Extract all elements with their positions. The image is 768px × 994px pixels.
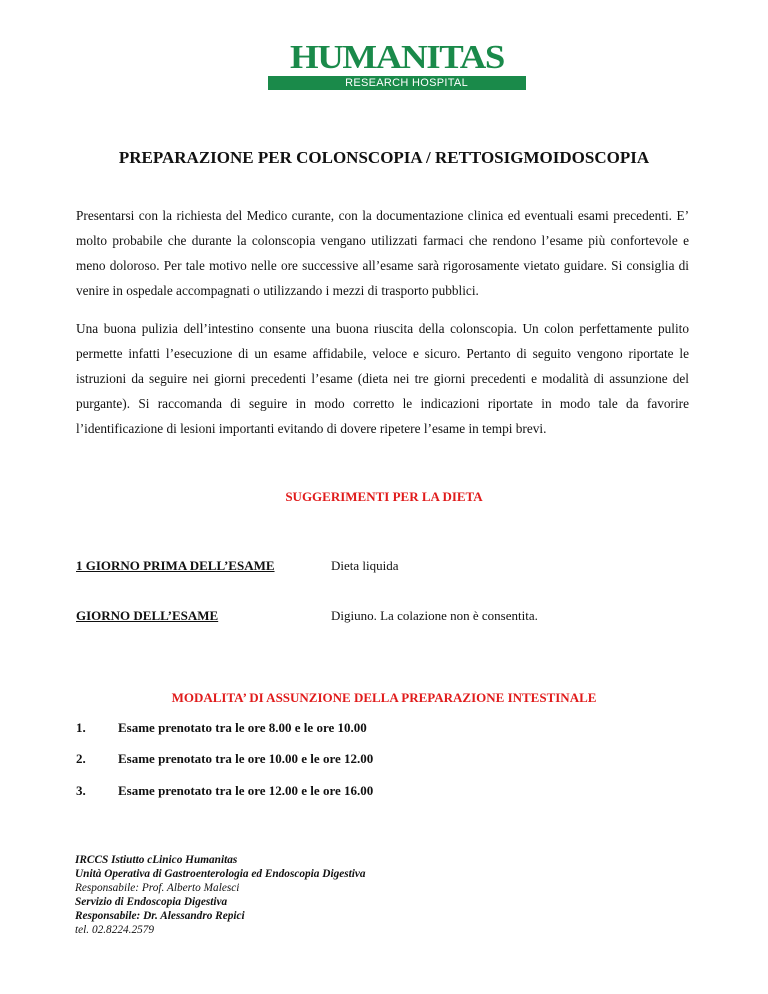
footer-service: Servizio di Endoscopia Digestiva [75,896,228,908]
footer-unit-head: Responsabile: Prof. Alberto Malesci [75,882,240,894]
footer-contact-block [75,853,366,937]
humanitas-logo [268,39,526,90]
step-number: 3. [76,783,86,798]
step-number: 2. [76,751,86,766]
footer-phone: tel. 02.8224.2579 [75,924,155,936]
cleaning-paragraph: Una buona pulizia dell’intestino consente una buona riuscita della colonscopia. Un colon perfettamente pulito permette infatti l’esecuzione di un esame affidabile, veloce e sicuro. Pertanto di seguito vengono riportate le istruzioni da seguire nei giorni precedenti l’esame (dieta nei tre giorni precedenti e modalità di assunzione del purgante). Si raccomanda di seguire in modo corretto le indicazioni riportate in modo tale da favorire l’identificazione di lesioni importanti evitando di dovere ripetere l’esame in tempi brevi. [76,321,689,436]
intro-paragraph: Presentarsi con la richiesta del Medico curante, con la documentazione clinica ed eventuali esami precedenti. E’ molto probabile che durante la colonscopia vengano utilizzati farmaci che rendono l’esame più confortevole e meno doloroso. Per tale motivo nelle ore successive all’esame sarà rigorosamente vietato guidare. Si consiglia di venire in ospedale accompagnati o utilizzando i mezzi di trasporto pubblici. [76,208,689,298]
logo-wordmark: HUMANITAS [289,39,505,76]
footer-service-head: Responsabile: Dr. Alessandro Repici [75,910,245,922]
step-text: Esame prenotato tra le ore 10.00 e le ore 12.00 [118,751,374,766]
step-text: Esame prenotato tra le ore 12.00 e le ore 16.00 [118,783,374,798]
footer-unit: Unità Operativa di Gastroenterologia ed Endoscopia Digestiva [75,868,366,880]
diet-heading: SUGGERIMENTI PER LA DIETA [285,489,483,504]
step-number: 1. [76,720,86,735]
footer-institute: IRCCS Istiutto cLinico Humanitas [75,854,238,866]
diet-row-value: Digiuno. La colazione non è consentita. [331,608,538,623]
diet-row-label: GIORNO DELL’ESAME [76,608,219,623]
diet-row-value: Dieta liquida [331,558,399,573]
diet-row-label: 1 GIORNO PRIMA DELL’ESAME [76,558,275,573]
page-title: PREPARAZIONE PER COLONSCOPIA / RETTOSIGMOIDOSCOPIA [118,148,650,167]
logo-subtitle-bar: RESEARCH HOSPITAL [268,76,526,90]
step-text: Esame prenotato tra le ore 8.00 e le ore 10.00 [118,720,367,735]
modality-heading: MODALITA’ DI ASSUNZIONE DELLA PREPARAZIONE INTESTINALE [171,690,597,705]
